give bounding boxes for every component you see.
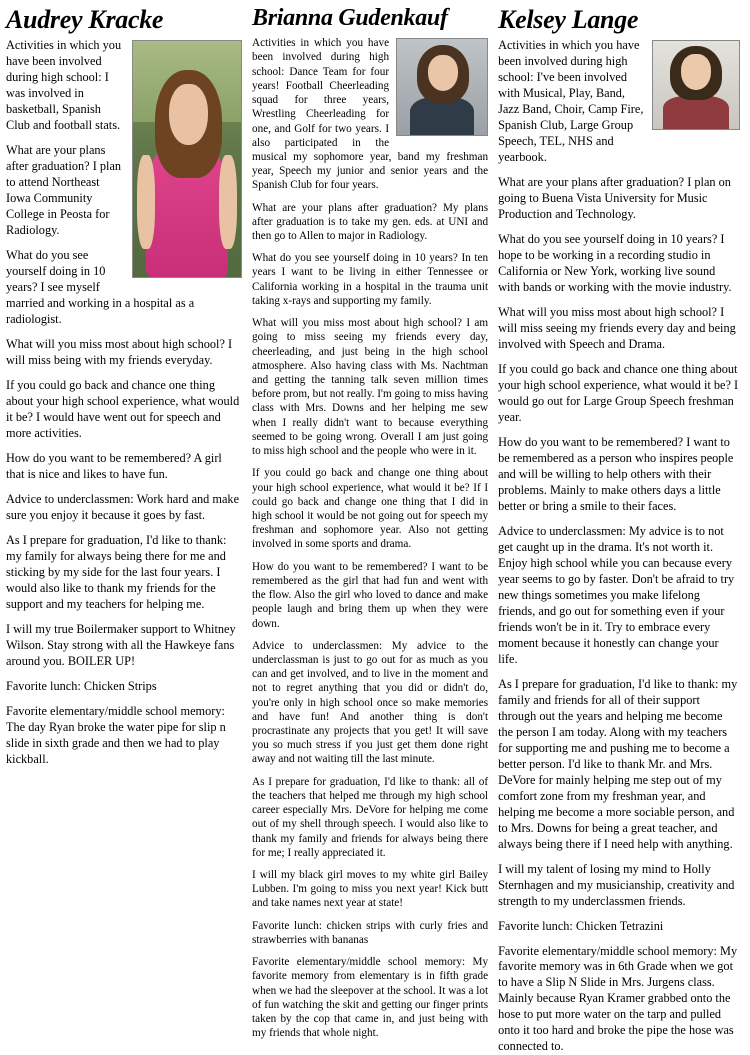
profile-paragraph: Advice to underclassmen: Work hard and make sure you enjoy it because it goes by fast. xyxy=(6,492,242,524)
page-title: Audrey Kracke xyxy=(6,6,242,33)
profile-paragraph: If you could go back and chance one thing about your high school experience, what would it be? I would have went out for speech and more activities. xyxy=(6,378,242,442)
profile-paragraph: I will my black girl moves to my white girl Bailey Lubben. I'm going to miss you next year! Kick butt and take names next year at state! xyxy=(252,868,488,911)
profile-paragraph: How do you want to be remembered? I want to be remembered as the girl that had fun and went with the flow. Also the girl who loved to dance and make people laugh and bring them up when they were down. xyxy=(252,560,488,631)
profile-paragraph: I will my talent of losing my mind to Holly Sternhagen and my musicianship, creativity and strength to my underclassmen friends. xyxy=(498,862,740,910)
profile-paragraph: Activities in which you have been involved during high school: I've been involved with Musical, Play, Band, Jazz Band, Choir, Camp Fire, Spanish Club, Large Group Speech, TEL, NHS and yearbook. xyxy=(498,38,740,166)
profile-paragraph: What are your plans after graduation? My plans after graduation is to take my gen. eds. at UNI and then go to Allen to major in Radiology. xyxy=(252,201,488,244)
profile-paragraph: What are your plans after graduation? I plan to attend Northeast Iowa Community College in Peosta for Radiology. xyxy=(6,143,242,239)
profile-body-text xyxy=(498,38,740,1055)
profile-paragraph: As I prepare for graduation, I'd like to thank: all of the teachers that helped me through my high school career especially Mrs. DeVore for helping me come out of my shell through speech. I would also like to thank my family and friends for always being there for me; I really appreciated it. xyxy=(252,775,488,860)
profile-column-audrey-kracke xyxy=(6,6,252,965)
profile-paragraph: Favorite lunch: Chicken Strips xyxy=(6,679,242,695)
profile-paragraph: How do you want to be remembered? I want to be remembered as a person who inspires people and will be willing to help others with their problems. Mainly to make others days a little better or bring a smile to their faces. xyxy=(498,435,740,515)
profile-paragraph: Favorite lunch: Chicken Tetrazini xyxy=(498,919,740,935)
profile-paragraph: Advice to underclassmen: My advice is to not get caught up in the drama. It's not worth it. Enjoy high school while you can because every year seems to go by faster. Don't be afraid to try new things sometimes you make lifelong friends, and go out for something even if your friends won't be in it. Try to embrace every moment because it honestly can change your life. xyxy=(498,524,740,668)
profile-paragraph: As I prepare for graduation, I'd like to thank: my family for always being there for me and sticking by my side for the last four years. I would also like to thank my friends for the support and my teachers for helping me. xyxy=(6,533,242,613)
profile-paragraph: What do you see yourself doing in 10 years? I hope to be working in a recording studio in California or New York, working live sound with bands or working with the movie industry. xyxy=(498,232,740,296)
profile-paragraph: What will you miss most about high school? I am going to miss seeing my friends every day, cheerleading, and just being in the high school atmosphere. Also having class with Ms. Nachtman and getting the tanning talk seven million times before prom, but not really. I'm going to miss having class with Mrs. Downs and her helping me sew when I really didn't want to because everything seemed to be going wrong. Overall I am just going to miss high school and the people who were in it. xyxy=(252,316,488,458)
profile-paragraph: As I prepare for graduation, I'd like to thank: my family and friends for all of their support through out the years and helping me become the person I am today. Along with my teachers for supporting me and pushing me to become a better person. I'd like to thank Mr. and Mrs. DeVore for mainly helping me step out of my comfort zone from my freshman year, and helping me become a more sociable person, and to Mrs. Downs for being a great teacher, and always being there if I need help with anything. xyxy=(498,677,740,853)
profile-column-kelsey-lange xyxy=(498,6,744,965)
senior-portrait-photo xyxy=(652,40,740,130)
profile-paragraph: Activities in which you have been involved during high school: Dance Team for four years! Football Cheerleading squad for three years, Wrestling Cheerleading for one, and Golf for two years. I also participated in the musical my sophomore year, band my freshman year, Speech my junior and senior years and the Spanish Club for four years. xyxy=(252,36,488,192)
profile-column-brianna-gudenkauf xyxy=(252,6,498,965)
profile-paragraph: I will my true Boilermaker support to Whitney Wilson. Stay strong with all the Hawkeye fans around you. BOILER UP! xyxy=(6,622,242,670)
profile-paragraph: If you could go back and chance one thing about your high school experience, what would it be? I would go out for Large Group Speech freshman year. xyxy=(498,362,740,426)
profile-paragraph: Activities in which you have been involved during high school: I was involved in basketball, Spanish Club and football stats. xyxy=(6,38,242,134)
senior-portrait-photo xyxy=(132,40,242,278)
senior-portrait-photo xyxy=(396,38,488,136)
profile-paragraph: Favorite elementary/middle school memory: My favorite memory from elementary is in fifth grade when we had the sleepover at the school. It was a lot of fun watching the skit and getting our finger prints taken by the cop that came in, and just being with my friends that whole night. xyxy=(252,955,488,1040)
page-title: Brianna Gudenkauf xyxy=(252,6,488,31)
profile-paragraph: Favorite lunch: chicken strips with curly fries and strawberries with bananas xyxy=(252,919,488,947)
profile-paragraph: What do you see yourself doing in 10 years? I see myself married and working in a hospital as a radiologist. xyxy=(6,248,242,328)
profile-paragraph: Advice to underclassmen: My advice to the underclassman is just to go out for as much as you can and get involved, and to live in the moment and not to regret anything that you did or didn't do, you're only in high school once so make memories and have fun! And another thing is don't procrastinate any projects that you get! It will save you so much stress if you just get them done right away and not waiting till the last minute. xyxy=(252,639,488,767)
profile-paragraph: Favorite elementary/middle school memory: The day Ryan broke the water pipe for slip n slide in sixth grade and then we had to play kickball. xyxy=(6,704,242,768)
profile-paragraph: Favorite elementary/middle school memory: My favorite memory was in 6th Grade when we got to have a Slip N Slide in Mrs. Jurgens class. Mainly because Ryan Kramer grabbed onto the hose to put more water on the tarp and pulled onto it too hard and broke the pipe the hose was connected to. xyxy=(498,944,740,1055)
profile-paragraph: What will you miss most about high school? I will miss being with my friends everyday. xyxy=(6,337,242,369)
profile-paragraph: What are your plans after graduation? I plan on going to Buena Vista University for Music Production and Technology. xyxy=(498,175,740,223)
profile-paragraph: If you could go back and change one thing about your high school experience, what would it be? If I could go back and change one thing that I did in high school it would be not going out for speech my freshman and sophomore year. Also not getting involved in some sports and drama. xyxy=(252,466,488,551)
profile-paragraph: How do you want to be remembered? A girl that is nice and likes to have fun. xyxy=(6,451,242,483)
profile-body-text xyxy=(252,36,488,1040)
page-title: Kelsey Lange xyxy=(498,6,740,33)
profile-paragraph: What do you see yourself doing in 10 years? In ten years I want to be living in either Tennessee or California working in a hospital in the trauma unit taking x-rays and supporting my family. xyxy=(252,251,488,308)
profile-paragraph: What will you miss most about high school? I will miss seeing my friends every day and being involved with Speech and Drama. xyxy=(498,305,740,353)
